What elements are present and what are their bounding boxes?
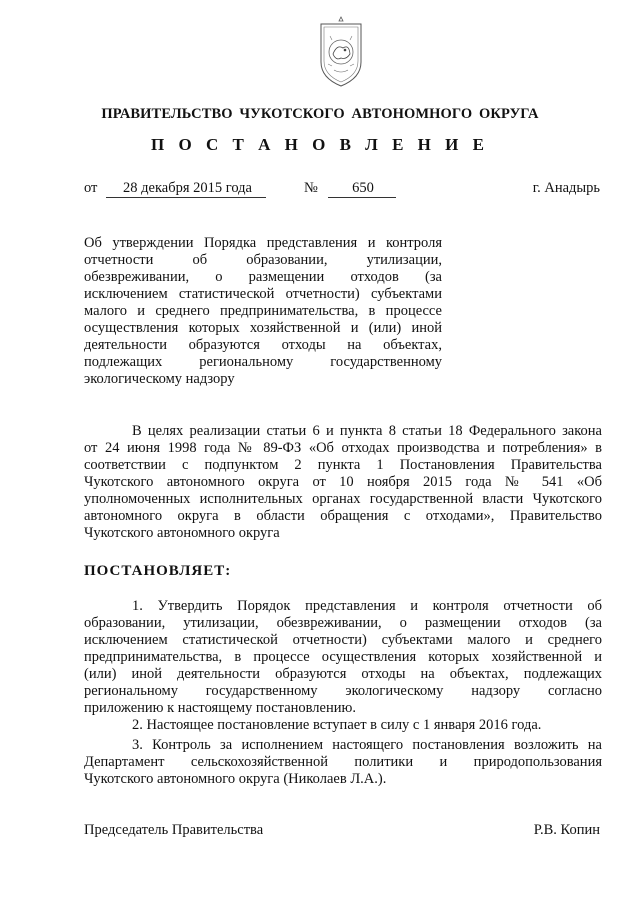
preamble-line: Чукотского автономного округа от 10 ноября 2015 года № 541 «Об (84, 474, 602, 490)
item-line: образовании, утилизации, обезвреживании, о размещении отходов (за (84, 615, 602, 631)
preamble-line: В целях реализации статьи 6 и пункта 8 статьи 18 Федерального закона (132, 423, 602, 439)
subject-line: деятельности образуются отходы на объектах, (84, 337, 442, 353)
item-line: 3. Контроль за исполнением настоящего постановления возложить на (132, 737, 602, 753)
item-line: приложению к настоящему постановлению. (84, 700, 356, 716)
place-of-issue: г. Анадырь (532, 180, 600, 196)
preamble-line: уполномоченных исполнительных органах государственной власти Чукотского (84, 491, 602, 507)
item-line: Департамент сельскохозяйственной политики и природопользования (84, 754, 602, 770)
resolves-heading: ПОСТАНОВЛЯЕТ: (84, 563, 232, 579)
preamble-paragraph (84, 423, 602, 542)
date-prefix: от (84, 180, 98, 196)
preamble-line: соответствии с подпунктом 2 пункта 1 Постановления Правительства (84, 457, 602, 473)
item-line: Чукотского автономного округа (Николаев Л.А.). (84, 771, 387, 787)
subject-line: осуществления которых хозяйственной и (или) иной (84, 320, 442, 336)
preamble-line: автономного округа в области обращения с отходами», Правительство (84, 508, 602, 524)
date-underline (106, 197, 266, 198)
item-line: исключением статистической отчетности) субъектами малого и среднего (84, 632, 602, 648)
item-line: (или) иной деятельности образуются отходы на объектах, подлежащих (84, 666, 602, 682)
subject-line: Об утверждении Порядка представления и контроля (84, 235, 442, 251)
resolution-item-1 (84, 598, 602, 717)
number-sign: № (304, 180, 318, 196)
subject-line: отчетности об образовании, утилизации, (84, 252, 442, 268)
coat-of-arms-icon (316, 14, 366, 90)
document-date: 28 декабря 2015 года (123, 180, 252, 196)
coat-of-arms-emblem (316, 14, 366, 90)
resolution-item-2 (84, 717, 602, 734)
subject-line: малого и среднего предпринимательства, в процессе (84, 303, 442, 319)
resolution-item-3 (84, 737, 602, 788)
signatory-position: Председатель Правительства (84, 822, 264, 838)
organization-title: ПРАВИТЕЛЬСТВО ЧУКОТСКОГО АВТОНОМНОГО ОКРУГА (101, 106, 539, 122)
subject-line: исключением статистической отчетности) субъектами (84, 286, 442, 302)
item-line: 1. Утвердить Порядок представления и контроля отчетности об (132, 598, 602, 614)
subject-line: подлежащих региональному государственному (84, 354, 442, 370)
item-line: 2. Настоящее постановление вступает в силу с 1 января 2016 года. (132, 717, 542, 733)
document-type-title: П О С Т А Н О В Л Е Н И Е (151, 135, 489, 154)
signatory-name: Р.В. Копин (533, 822, 600, 838)
item-line: региональному государственному экологическому надзору согласно (84, 683, 602, 699)
subject-line: обезвреживании, о размещении отходов (за (84, 269, 442, 285)
document-subject (84, 235, 442, 388)
number-underline (328, 197, 396, 198)
item-line: предпринимательства, в процессе осуществления которых хозяйственной и (84, 649, 602, 665)
preamble-line: от 24 июня 1998 года № 89-ФЗ «Об отходах производства и потребления» в (84, 440, 602, 456)
subject-line: экологическому надзору (84, 371, 235, 387)
document-number: 650 (352, 180, 374, 196)
preamble-line: Чукотского автономного округа (84, 525, 280, 541)
